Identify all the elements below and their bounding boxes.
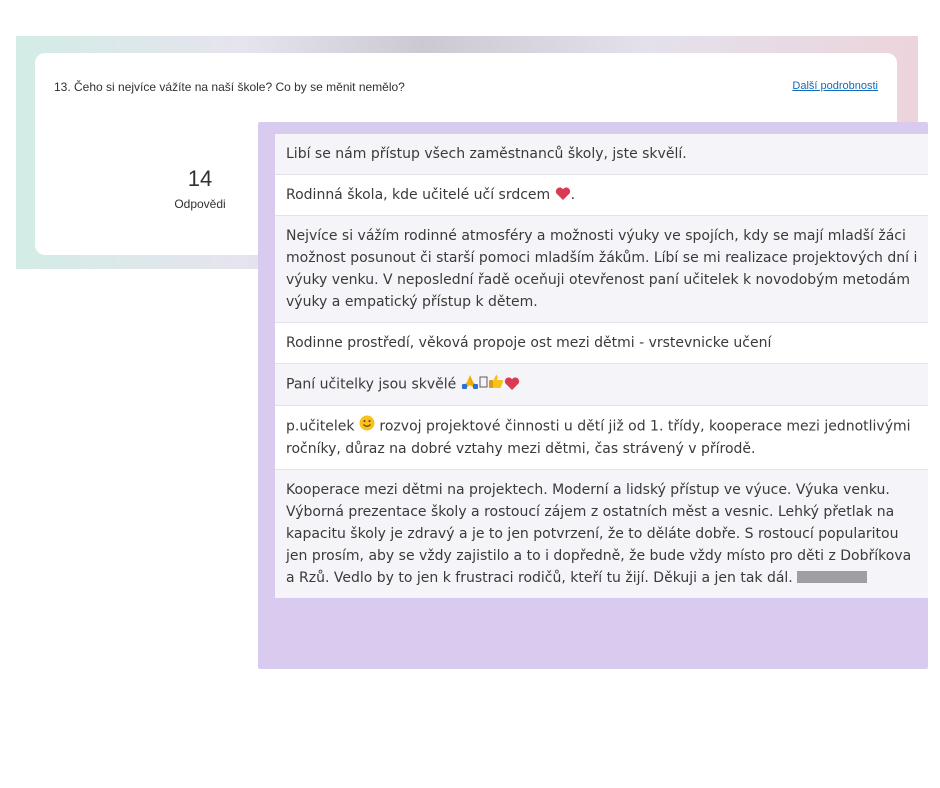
response-text: Libí se nám přístup všech zaměstnanců školy, jste skvělí. (286, 146, 687, 162)
response-text: p.učitelek (286, 418, 359, 435)
response-item (275, 364, 928, 406)
responses-panel (258, 122, 928, 669)
heart-icon (555, 187, 571, 201)
response-item (275, 406, 928, 470)
response-text: Rodinne prostředí, věková propoje ost mezi dětmi - vrstevnicke učení (286, 335, 772, 351)
heart-icon (504, 377, 520, 391)
question-title: 13. Čeho si nejvíce vážíte na naší škole? Co by se měnit nemělo? (54, 80, 405, 94)
response-item (275, 323, 928, 364)
response-text: Kooperace mezi dětmi na projektech. Moderní a lidský přístup ve výuce. Výuka venku. Výborná prezentace školy a rostoucí zájem z ostatních měst a vesnic. Lehký přetlak na kapacitu školy je zdravý a je to jen potvrzení, že to děláte dobře. S rostoucí popularitou jen prosím, aby se vždy zajistilo a to i dopředně, že bude vždy místo pro děti z Dobříkova a Rzů. Vedlo by to jen k frustraci rodičů, kteří tu žijí. Děkuji a jen tak dál. (286, 482, 912, 586)
response-text: Rodinná škola, kde učitelé učí srdcem (286, 187, 555, 203)
response-count: 14 (187, 166, 213, 191)
response-text: Paní učitelky jsou skvělé (286, 376, 461, 393)
redacted-signature (797, 571, 867, 583)
response-text-end: . (570, 187, 576, 203)
smiley-icon (359, 415, 375, 438)
response-count-label: Odpovědi (174, 197, 226, 211)
folded-hands-icon (461, 373, 479, 396)
response-item (275, 216, 928, 323)
response-item (275, 175, 928, 216)
response-item (275, 134, 928, 175)
responses-list (258, 134, 928, 598)
response-item (275, 470, 928, 598)
response-text-end: rozvoj projektové činnosti u dětí již od 1. třídy, kooperace mezi jednotlivými ročníky, důraz na dobré vztahy mezi dětmi, čas strávený v přírodě. (286, 418, 911, 457)
response-text: Nejvíce si vážím rodinné atmosféry a možnosti výuky ve spojích, kdy se mají mladší žáci možnost posunout či starší pomoci mladším žákům. Líbí se mi realizace projektových dní i výuky venku. V neposlední řadě oceňuji otevřenost paní učitelek k novodobým metodám výuky a empatický přístup k dětem. (286, 228, 918, 310)
thumbs-up-icon (488, 373, 504, 396)
details-link[interactable]: Další podrobnosti (792, 80, 878, 92)
missing-glyph-icon (479, 374, 488, 396)
